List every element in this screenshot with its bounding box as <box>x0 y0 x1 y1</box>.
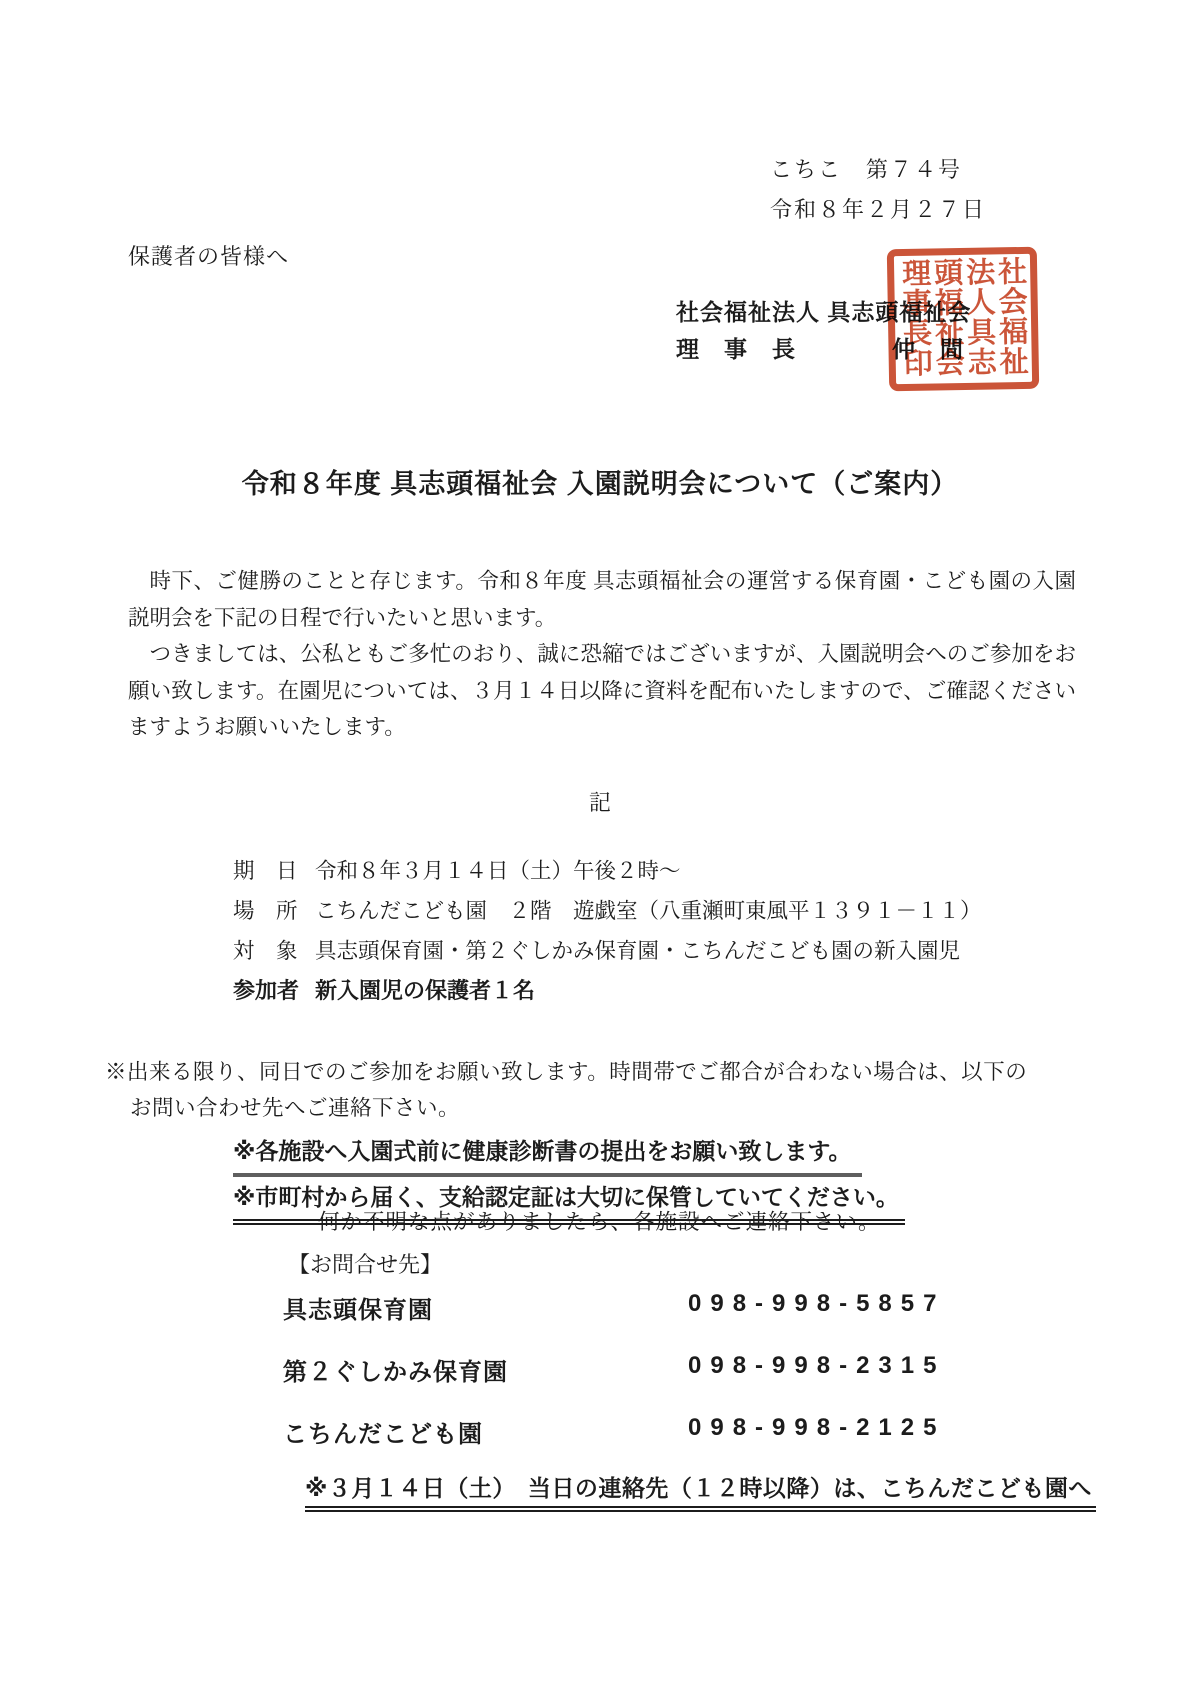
body-paragraph-1: 時下、ご健勝のことと存じます。令和８年度 具志頭福祉会の運営する保育園・こども園の入園説明会を下記の日程で行いたいと思います。 <box>128 569 1076 630</box>
contact-row-gushikami <box>0 1290 1200 1322</box>
detail-row-date <box>233 851 982 891</box>
detail-row-place <box>233 891 982 931</box>
note-keep-certificate: ※市町村から届く、支給認定証は大切に保管していてください。 <box>233 1177 905 1225</box>
contact-phone-kochinda: 098-998-2125 <box>688 1414 946 1441</box>
detail-label-participants: 参加者 <box>233 978 300 1003</box>
note-sameday-line1: ※出来る限り、同日でのご参加をお願い致します。時間帯でご都合が合わない場合は、以下の <box>105 1060 1028 1084</box>
company-seal-stamp <box>887 247 1039 392</box>
detail-value-target: 具志頭保育園・第２ぐしかみ保育園・こちんだこども園の新入園児 <box>315 939 961 963</box>
contact-row-daini-gushikami <box>0 1352 1200 1384</box>
sender-organization: 社会福祉法人 具志頭福祉会 <box>676 299 972 325</box>
detail-row-participants <box>233 971 982 1011</box>
detail-value-date: 令和８年３月１４日（土）午後２時～ <box>315 859 681 883</box>
details-list <box>233 851 982 1011</box>
page-title: 令和８年度 具志頭福祉会 入園説明会について（ご案内） <box>241 469 959 499</box>
note-sameday-line2: お問い合わせ先へご連絡下さい。 <box>130 1096 461 1120</box>
footer-emergency-note <box>305 1470 1096 1512</box>
detail-label-target: 対 象 <box>233 939 298 963</box>
detail-value-place: こちんだこども園 ２階 遊戯室（八重瀬町東風平１３９１－１１） <box>315 899 982 923</box>
contacts-header: 【お問合せ先】 <box>288 1252 443 1277</box>
company-seal-text: 社会福祉法人具志頭福祉会理事長印 <box>897 255 1029 379</box>
body-paragraph-2: つきましては、公私ともご多忙のおり、誠に恐縮ではございますが、入園説明会へのご参加をお願い致します。在園児については、３月１４日以降に資料を配布いたしますので、ご確認くださいますようお願いいたします。 <box>128 642 1076 739</box>
note-any-question: 何か不明な点がありましたら、各施設へご連絡下さい。 <box>318 1210 881 1234</box>
reference-block <box>770 150 1100 230</box>
ki-marker: 記 <box>588 790 611 815</box>
contact-phone-daini-gushikami: 098-998-2315 <box>688 1352 946 1379</box>
reference-number: こちこ 第７４号 <box>770 157 963 182</box>
note-health-certificate: ※各施設へ入園式前に健康診断書の提出をお願い致します。 <box>233 1131 862 1177</box>
detail-row-target <box>233 931 982 971</box>
detail-label-date: 期 日 <box>233 859 298 883</box>
body-text <box>128 563 1076 746</box>
contact-name-kochinda: こちんだこども園 <box>283 1421 483 1448</box>
contact-name-daini-gushikami: 第２ぐしかみ保育園 <box>283 1359 508 1386</box>
contact-row-kochinda <box>0 1414 1200 1446</box>
footer-emergency-note-text: ※３月１４日（土） 当日の連絡先（１２時以降）は、こちんだこども園へ <box>305 1470 1096 1512</box>
contact-phone-gushikami: 098-998-5857 <box>688 1290 946 1317</box>
recipient: 保護者の皆様へ <box>128 244 290 269</box>
detail-label-place: 場 所 <box>233 899 298 923</box>
contact-name-gushikami: 具志頭保育園 <box>283 1297 433 1324</box>
issue-date: 令和８年２月２７日 <box>770 197 987 222</box>
detail-value-participants: 新入園児の保護者１名 <box>315 978 536 1003</box>
sender-title-name: 理 事 長 仲 間 <box>676 336 964 362</box>
